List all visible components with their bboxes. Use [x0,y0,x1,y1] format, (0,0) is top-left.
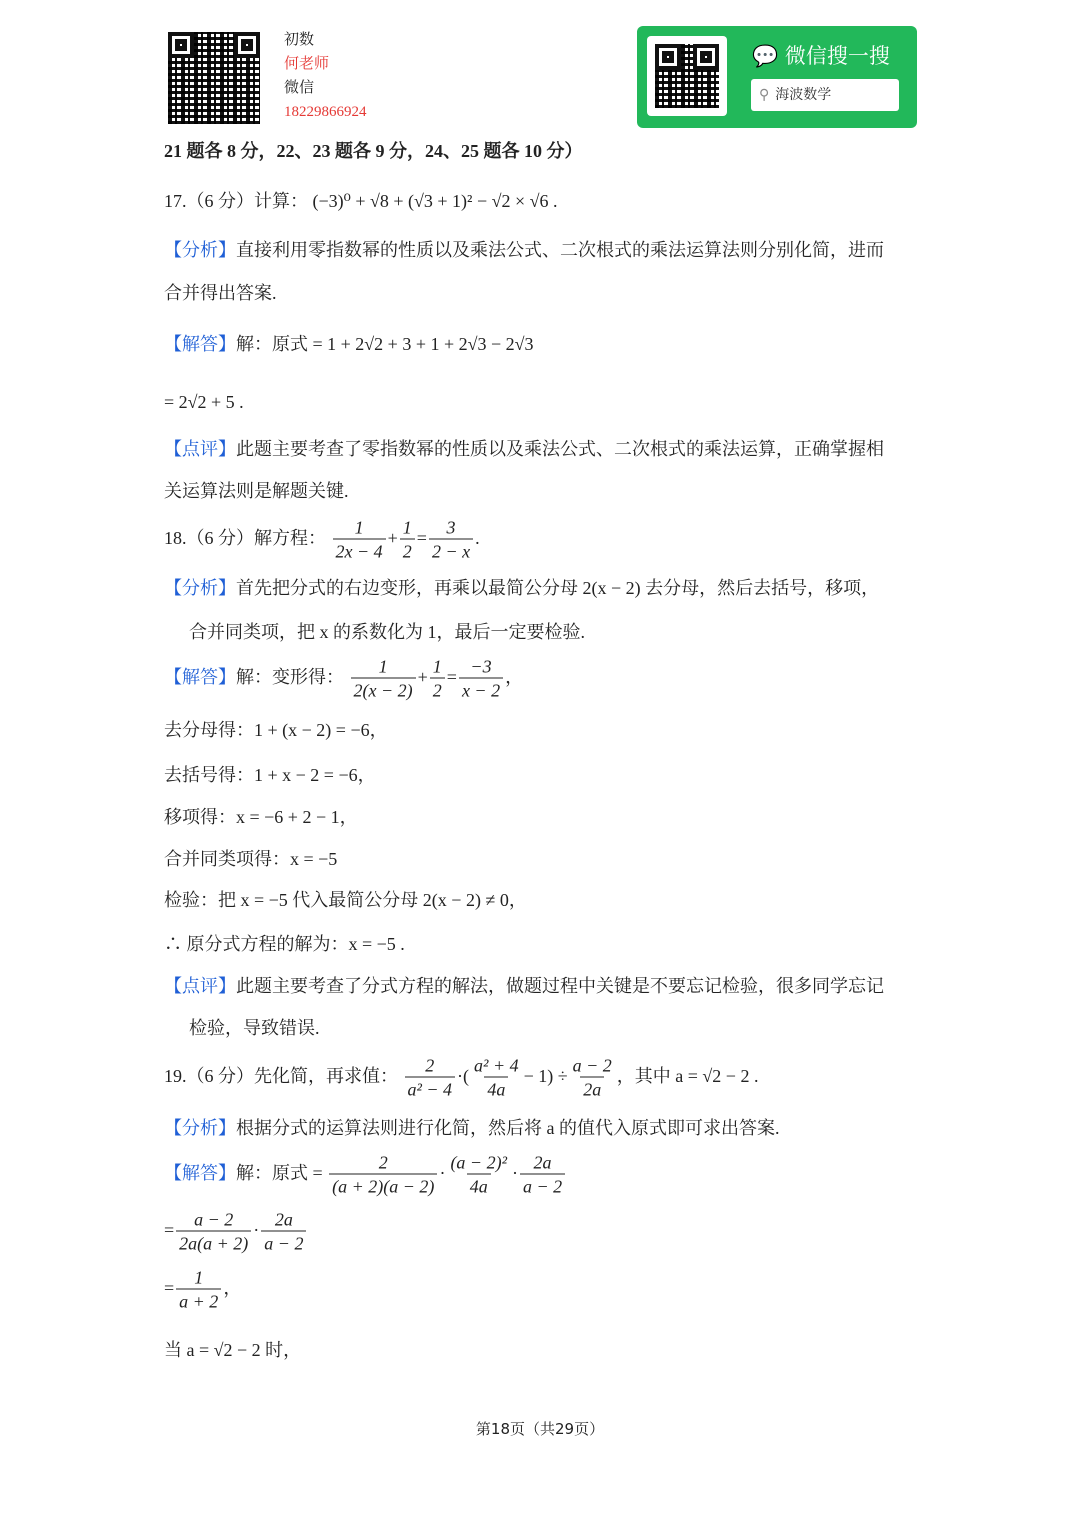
fraction [429,517,473,564]
fraction [261,1209,306,1256]
operator: = [164,1278,175,1299]
comment-text: 此题主要考查了分式方程的解法，做题过程中关键是不要忘记检验，很多同学忘记 [236,976,884,996]
operator: + [387,528,398,549]
numerator: 2a [274,1209,293,1230]
numerator: 1 [194,1267,204,1288]
q19-solution [164,1152,567,1199]
q18-solution [164,656,523,703]
wechat-search-banner[interactable] [637,26,917,128]
denominator: a + 2 [176,1289,221,1314]
operator: ， [505,667,524,688]
phone-number: 18229866924 [284,104,367,120]
numerator: 2 [378,1152,388,1173]
numerator: 1 [378,656,388,677]
numerator: a − 2 [572,1055,612,1076]
comment-tag: 【点评】 [164,439,236,459]
denominator: (a + 2)(a − 2) [329,1174,437,1199]
wechat-icon: 💬 [752,44,779,68]
solution-step: 移项得：x = −6 + 2 − 1， [164,807,358,827]
fraction [176,1209,251,1256]
analysis-text: 根据分式的运算法则进行化简，然后将 a 的值代入原式即可求出答案. [236,1118,780,1138]
denominator: x − 2 [459,678,503,703]
operator: · [511,1163,518,1184]
qr-pattern [655,44,719,108]
solution-step: 合并同类项得：x = −5 [164,849,338,869]
denominator: a − 2 [261,1231,306,1256]
denominator: 2a(a + 2) [176,1231,251,1256]
solution-text: 解：变形得： [236,667,344,688]
denominator: 2 − x [429,539,473,564]
q18-label: 18.（6 分）解方程： [164,528,326,549]
operator: = [416,528,427,549]
denominator: 4a [467,1174,491,1199]
q19-stem [164,1055,758,1102]
denominator: 2 [430,678,445,703]
search-text: 海波数学 [775,87,832,103]
solution-text: 解：原式 = 1 + 2√2 + 3 + 1 + 2√3 − 2√3 [236,334,534,354]
q19-label: 19.（6 分）先化简，再求值： [164,1066,398,1087]
numerator: −3 [470,656,492,677]
q19-analysis [164,1116,780,1140]
wechat-search-box[interactable] [751,79,899,111]
q18-comment [164,974,884,998]
solution-tag: 【解答】 [164,667,236,688]
operator: − 1) ÷ [523,1066,568,1087]
solution-text: = 2√2 + 5 . [164,392,244,412]
analysis-text: 合并同类项，把 x 的系数化为 1，最后一定要检验. [189,622,585,642]
operator: = [164,1220,175,1241]
fraction [430,656,445,703]
q17-comment [164,437,884,461]
solution-step: 当 a = √2 − 2 时， [164,1340,302,1360]
comment-text: 关运算法则是解题关键. [164,481,349,501]
analysis-text: 直接利用零指数幂的性质以及乘法公式、二次根式的乘法运算法则分别化简，进而 [236,240,884,260]
numerator: (a − 2)² [450,1152,507,1173]
denominator: 2a [580,1077,604,1102]
analysis-text: 首先把分式的右边变形，再乘以最简公分母 2(x − 2) 去分母，然后去括号，移项， [236,578,880,598]
wechat-qr-code [647,36,727,116]
analysis-tag: 【分析】 [164,578,236,598]
fraction [471,1055,522,1102]
q17-expression: (−3)⁰ + √8 + (√3 + 1)² − √2 × √6 . [312,191,558,211]
numerator: a² + 4 [474,1055,519,1076]
teacher-qr-code [168,32,260,124]
operator: . [475,528,480,549]
analysis-tag: 【分析】 [164,240,236,260]
fraction [333,517,386,564]
fraction [405,1055,456,1102]
fraction [520,1152,565,1199]
solution-step: 检验：把 x = −5 代入最简公分母 2(x − 2) ≠ 0， [164,890,527,910]
q17-label: 17.（6 分）计算： [164,191,308,211]
operator: · [253,1220,260,1241]
comment-text: 检验，导致错误. [189,1018,320,1038]
analysis-text: 合并得出答案. [164,283,277,303]
wechat-title [752,40,890,70]
search-icon: ⚲ [759,87,770,103]
comment-text: 此题主要考查了零指数幂的性质以及乘法公式、二次根式的乘法运算，正确掌握相 [236,439,884,459]
solution-tag: 【解答】 [164,1163,236,1184]
denominator: 4a [484,1077,508,1102]
numerator: 2 [425,1055,435,1076]
numerator: 1 [432,656,442,677]
fraction [570,1055,615,1102]
page-footer: 第18页（共29页） [475,1420,605,1438]
denominator: a² − 4 [405,1077,456,1102]
q19-step-3 [164,1267,241,1314]
numerator: a − 2 [194,1209,234,1230]
operator: + [417,667,428,688]
fraction [447,1152,510,1199]
q17-analysis [164,238,884,262]
q17-stem [164,189,558,213]
numerator: 1 [402,517,412,538]
q18-analysis [164,576,879,600]
fraction [400,517,415,564]
comment-tag: 【点评】 [164,976,236,996]
operator: ， [223,1278,242,1299]
fraction [176,1267,221,1314]
operator: ·( [457,1066,470,1087]
denominator: 2(x − 2) [351,678,416,703]
denominator: a − 2 [520,1174,565,1199]
solution-step: 去分母得：1 + (x − 2) = −6， [164,720,388,740]
solution-step: 去括号得：1 + x − 2 = −6， [164,765,376,785]
teacher-name: 何老师 [284,56,330,72]
numerator: 1 [354,517,364,538]
fraction [459,656,503,703]
numerator: 2a [533,1152,552,1173]
solution-tag: 【解答】 [164,334,236,354]
condition-text: ，其中 a = √2 − 2 . [616,1066,759,1087]
fraction [329,1152,437,1199]
solution-text: 解：原式 = [236,1163,323,1184]
q19-step-2 [164,1209,308,1256]
denominator: 2 [400,539,415,564]
operator: · [439,1163,446,1184]
fraction [351,656,416,703]
analysis-tag: 【分析】 [164,1118,236,1138]
q17-solution [164,332,534,356]
denominator: 2x − 4 [333,539,386,564]
operator: = [446,667,457,688]
solution-step: ∴ 原分式方程的解为：x = −5 . [164,934,405,954]
label-chushu: 初数 [284,32,315,48]
teacher-info [284,28,367,124]
intro-text: 21 题各 8 分，22、23 题各 9 分，24、25 题各 10 分） [164,141,583,161]
wechat-title-text: 微信搜一搜 [784,44,890,68]
q18-stem [164,517,480,564]
numerator: 3 [446,517,456,538]
label-wechat: 微信 [284,80,315,96]
